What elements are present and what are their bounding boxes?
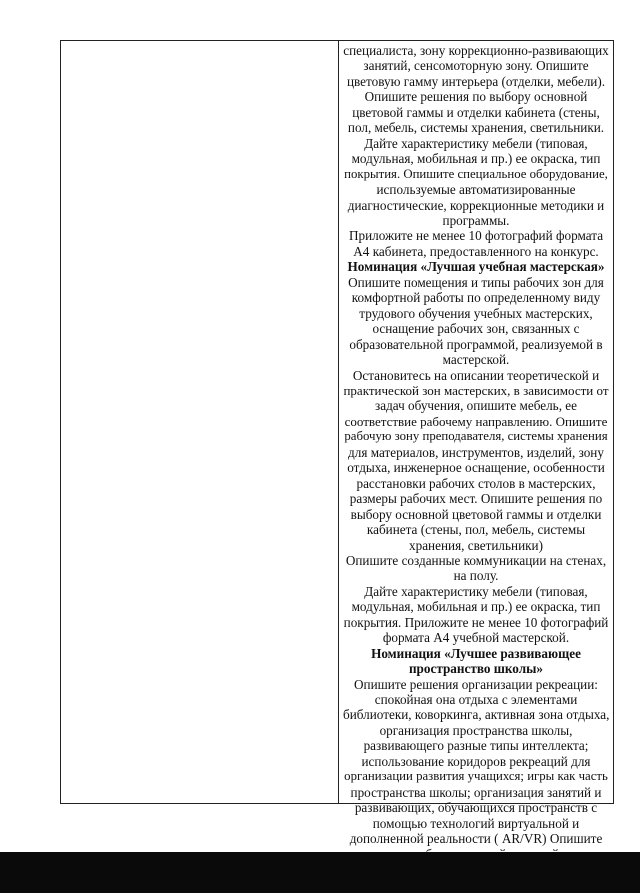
section-heading-line: Номинация «Лучшее развивающее — [371, 645, 581, 661]
text-line: Приложите не менее 10 фотографий формата — [348, 228, 604, 244]
scan-bottom-edge — [0, 852, 640, 893]
text-line: А4 кабинета, предоставленного на конкурс. — [353, 243, 599, 259]
text-line: размеры рабочих мест. Опишите решения по — [349, 491, 603, 507]
text-line: покрытия. Опишите специальное оборудование, — [344, 166, 608, 181]
table-cell-right-text — [339, 41, 613, 847]
text-line: трудового обучения учебных мастерских, — [359, 305, 593, 321]
text-line: комфортной работы по определенному виду — [351, 290, 601, 306]
text-line: выбору основной цветовой гаммы и отделки — [350, 506, 602, 522]
text-line: на полу. — [453, 568, 499, 584]
section-heading-line: пространство школы» — [408, 661, 544, 677]
text-line: использование коридоров рекреаций для — [361, 753, 591, 769]
text-line: диагностические, коррекционные методики и — [347, 197, 605, 213]
text-line: занятий, сенсомоторную зону. Опишите — [363, 58, 589, 74]
text-line: специалиста, зону коррекционно-развивающих — [343, 43, 609, 58]
text-line: организации развития учащихся; игры как часть — [344, 769, 608, 784]
text-line: мастерской. — [442, 352, 510, 368]
text-line: отдыха, инженерное оснащение, особенности — [347, 460, 605, 476]
text-line: практической зон мастерских, в зависимости от — [343, 382, 609, 398]
text-line: организация пространства школы, — [379, 722, 573, 738]
section-heading-line: Номинация «Лучшая учебная мастерская» — [347, 259, 605, 275]
text-line: цветовую гамму интерьера (отделки, мебели). — [346, 73, 606, 89]
text-line: кабинета (стены, пол, мебель, системы — [366, 522, 586, 538]
text-line: используемые автоматизированные — [376, 182, 576, 198]
text-line: образовательной программой, реализуемой в — [349, 336, 603, 352]
text-line: для материалов, инструментов, изделий, зону — [348, 444, 604, 460]
text-line: дополненной реальности ( AR/VR) Опишите — [349, 831, 603, 847]
text-line: формата А4 учебной мастерской. — [382, 630, 570, 646]
document-table — [60, 40, 614, 847]
text-line: цветовой гаммы и отделки кабинета (стены, — [352, 104, 600, 120]
text-line: Остановитесь на описании теоретической и — [352, 367, 600, 383]
text-line: хранения, светильники) — [409, 537, 543, 553]
text-line: Дайте характеристику мебели (типовая, — [364, 583, 588, 599]
text-line: покрытия. Приложите не менее 10 фотографий — [343, 614, 609, 630]
text-line: развивающих, обучающихся пространств с — [354, 800, 598, 816]
text-line: модульная, мобильная и пр.) ее окраска, тип — [351, 599, 601, 615]
text-line: пространства школы; организация занятий и — [350, 784, 602, 800]
text-line: Дайте характеристику мебели (типовая, — [364, 135, 588, 151]
text-line: рабочую зону преподавателя, системы хранения — [344, 429, 608, 444]
text-line: спокойная она отдыха с элементами — [374, 692, 578, 708]
text-line: помощью технологий виртуальной и — [372, 815, 580, 831]
text-line: библиотеки, коворкинга, активная зона отдыха, — [343, 707, 610, 723]
text-line: пол, мебель, системы хранения, светильники. — [347, 120, 605, 136]
text-line: Опишите помещения и типы рабочих зон для — [348, 274, 604, 290]
text-line: модульная, мобильная и пр.) ее окраска, тип — [351, 151, 601, 167]
text-line: задач обучения, опишите мебель, ее — [375, 398, 577, 414]
text-line: Опишите созданные коммуникации на стенах, — [345, 552, 607, 568]
text-line: оснащение рабочих зон, связанных с — [372, 321, 580, 337]
text-line: расстановки рабочих столов в мастерских, — [356, 475, 596, 491]
text-line: развивающего разные типы интеллекта; — [363, 738, 589, 754]
text-line: программы. — [442, 212, 510, 228]
text-line: Опишите решения организации рекреации: — [354, 676, 598, 692]
table-cell-left-empty — [61, 41, 338, 803]
text-line: Опишите решения по выбору основной — [364, 89, 588, 105]
text-line: соответствие рабочему направлению. Опишите — [344, 413, 608, 429]
